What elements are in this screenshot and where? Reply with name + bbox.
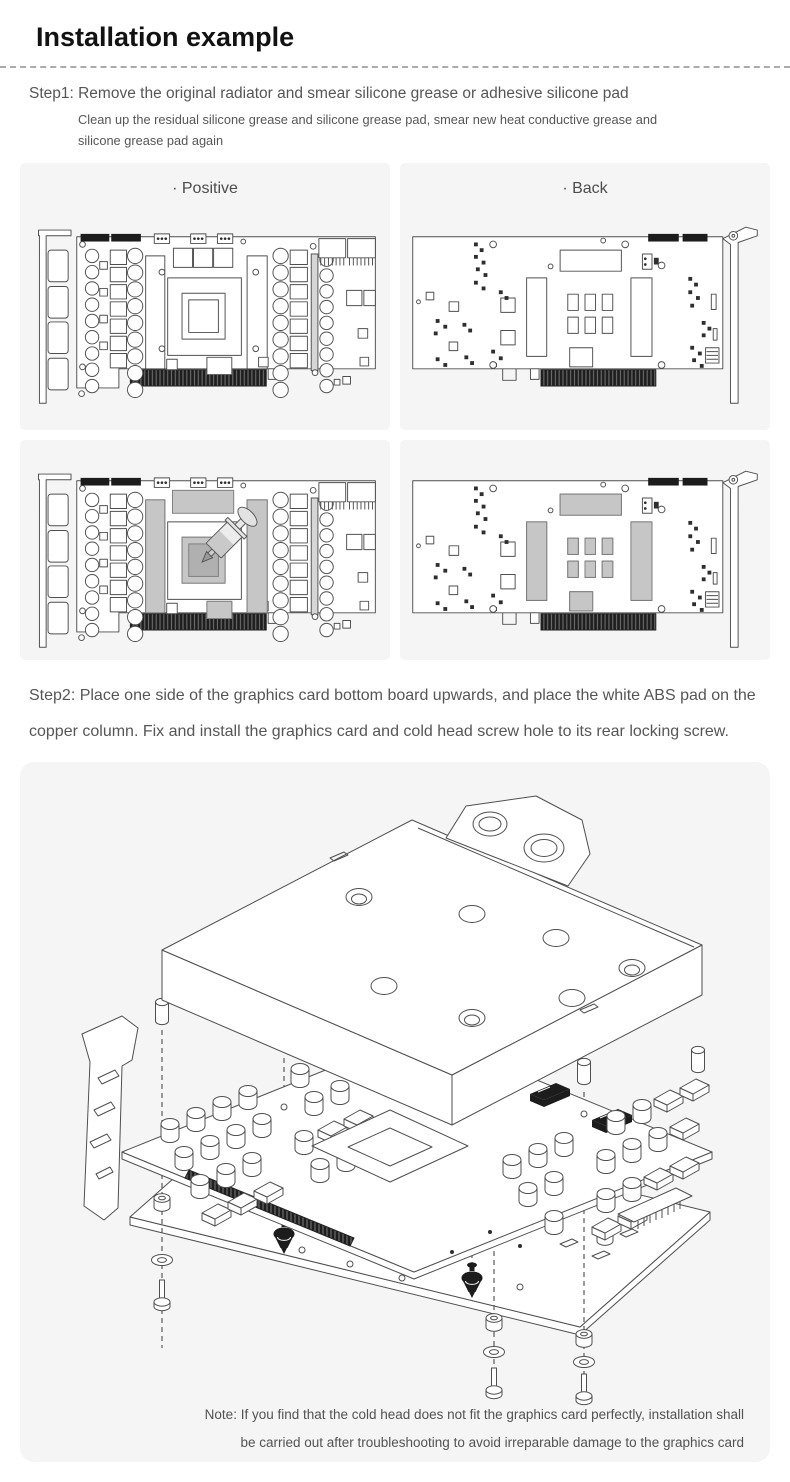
step2-heading: Step2: Place one side of the graphics card bottom board upwards, and place the white ABS pad on the copper column. Fix and install the graphics card and cold head screw hole to its rear locking screw. xyxy=(29,687,756,740)
washer-icon xyxy=(484,1347,505,1358)
screw-icon xyxy=(486,1368,502,1399)
dashed-divider xyxy=(0,66,790,68)
standoff-nut-icon xyxy=(154,1194,170,1212)
screw-icon xyxy=(154,1280,170,1311)
panel-back xyxy=(400,163,770,430)
washer-icon xyxy=(574,1357,595,1368)
note-line2: be carried out after troubleshooting to avoid irreparable damage to the graphics card xyxy=(240,1435,744,1450)
exploded-assembly-illustration xyxy=(20,762,770,1462)
note-line1: Note: If you find that the cold head does not fit the graphics card perfectly, installation shall xyxy=(204,1407,744,1422)
standoff-nut-icon xyxy=(486,1314,502,1332)
card-front-pads-illustration xyxy=(27,450,383,656)
exploded-view-panel xyxy=(20,762,770,1462)
step1-heading: Step1: Remove the original radiator and smear silicone grease or adhesive silicone pad xyxy=(29,85,629,102)
card-back-pads-illustration xyxy=(407,450,763,656)
panel-label-positive: · Positive xyxy=(172,180,238,197)
pci-bracket xyxy=(82,1016,138,1220)
panel-label-back: · Back xyxy=(562,180,608,197)
standoff-post-icon xyxy=(692,1046,705,1072)
card-views-grid xyxy=(20,163,770,660)
standoff-nut-icon xyxy=(576,1330,592,1348)
installation-note xyxy=(205,1401,744,1457)
card-front-illustration xyxy=(27,206,383,412)
step1-detail: Clean up the residual silicone grease and silicone grease pad, smear new heat conductive grease and silicone grease pad again xyxy=(78,112,658,148)
card-back-illustration xyxy=(407,206,763,412)
panel-positive-pads xyxy=(20,440,390,660)
step1-section xyxy=(0,85,790,151)
washer-icon xyxy=(152,1255,173,1266)
panel-back-pads xyxy=(400,440,770,660)
water-block xyxy=(162,796,702,1125)
page-title: Installation example xyxy=(36,22,295,52)
standoff-post-icon xyxy=(578,1058,591,1084)
panel-positive xyxy=(20,163,390,430)
manual-page xyxy=(0,22,790,1462)
